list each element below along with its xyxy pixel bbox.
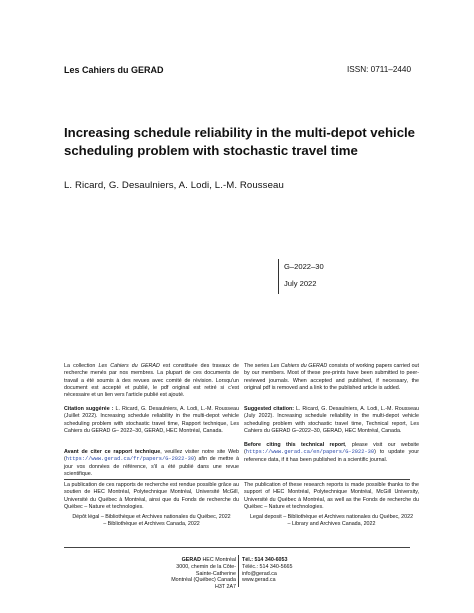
fr-funding: La publication de ces rapports de recherche est rendue possible grâce au soutien de HEC Montréal, Polytechnique Montréal, Université McGill, Université du Québec à Montréal, ainsi que du Fonds de recherche du Québec – Nature et technologies.: [64, 482, 239, 510]
fr-citation: Citation suggérée : L. Ricard, G. Desaulniers, A. Lodi, L.-M. Rousseau (Juillet 2022). Increasing schedule reliability in the multi-depot vehicle scheduling problem with stochastic travel time, Rapport technique, Les Cahiers du GERAD G– 2022–30, GERAD, HEC Montréal, Canada.: [64, 406, 239, 434]
section-rule-bottom: [64, 547, 410, 548]
fr-legal-deposit: Dépôt légal – Bibliothèque et Archives nationales du Québec, 2022 – Bibliothèque et Archives Canada, 2022: [72, 514, 231, 528]
en-legal-deposit: Legal deposit – Bibliothèque et Archives nationales du Québec, 2022 – Library and Archives Canada, 2022: [249, 514, 414, 528]
contact-divider: [238, 555, 239, 587]
fr-collection-note: La collection Les Cahiers du GERAD est constituée des travaux de recherche menés par nos membres. La plupart de ces documents de travail a été soumis à des revues avec comité de révision. Lorsqu'un document est accepté et publié, le pdf original est retiré si c'est nécessaire et un lien vers l'article publié est ajouté.: [64, 363, 239, 399]
contact-website[interactable]: www.gerad.ca: [242, 577, 276, 584]
issn: ISSN: 0711–2440: [347, 65, 412, 74]
report-date: July 2022: [284, 279, 317, 288]
contact-address: GERAD HEC Montréal 3000, chemin de la Côte-Sainte-Catherine Montréal (Québec) Canada H3T 2A7: [171, 557, 236, 591]
contact-details: [242, 557, 362, 584]
en-funding: The publication of these research reports is made possible thanks to the support of HEC Montréal, Polytechnique Montréal, McGill University, Université du Québec à Montréal, as well as the Fonds de recherche du Québec – Nature et technologies.: [244, 482, 419, 510]
en-website-link[interactable]: https://www.gerad.ca/en/papers/G-2022-30: [245, 449, 375, 456]
fr-cite-note: Avant de citer ce rapport technique, veuillez visiter notre site Web (https://www.gerad.ca/fr/papers/G-2022-30) afin de mettre à jour vos données de référence, s'il a été publié dans une revue scientifique.: [64, 449, 239, 477]
contact-email[interactable]: info@gerad.ca: [242, 570, 277, 577]
paper-title: Increasing schedule reliability in the multi-depot vehicle scheduling problem with stochastic travel time: [64, 125, 416, 158]
contact-phone: Tél.: 514 340-6053: [242, 557, 288, 563]
contact-fax: Téléc.: 514 340-5665: [242, 563, 293, 570]
en-collection-note: The series Les Cahiers du GERAD consists of working papers carried out by our members. Most of these pre-prints have been submitted to peer-reviewed journals. When accepted and published, if necessary, the original pdf is removed and a link to the published article is added.: [244, 363, 419, 391]
paper-authors: L. Ricard, G. Desaulniers, A. Lodi, L.-M. Rousseau: [64, 180, 284, 191]
series-name: Les Cahiers du GERAD: [64, 65, 164, 75]
section-rule-top: [64, 479, 410, 480]
fr-website-link[interactable]: https://www.gerad.ca/fr/papers/G-2022-30: [65, 456, 195, 463]
en-cite-note: Before citing this technical report, please visit our website (https://www.gerad.ca/en/papers/G-2022-30) to update your reference data, if it has been published in a scientific journal.: [244, 442, 419, 463]
report-divider: [278, 259, 279, 294]
report-number: G–2022–30: [284, 262, 324, 271]
en-citation: Suggested citation: L. Ricard, G. Desaulniers, A. Lodi, L.-M. Rousseau (July 2022). Increasing schedule reliability in the multi-depot vehicle scheduling problem with stochastic travel time, Technical report, Les Cahiers du GERAD G–2022–30, GERAD, HEC Montréal, Canada.: [244, 406, 419, 434]
